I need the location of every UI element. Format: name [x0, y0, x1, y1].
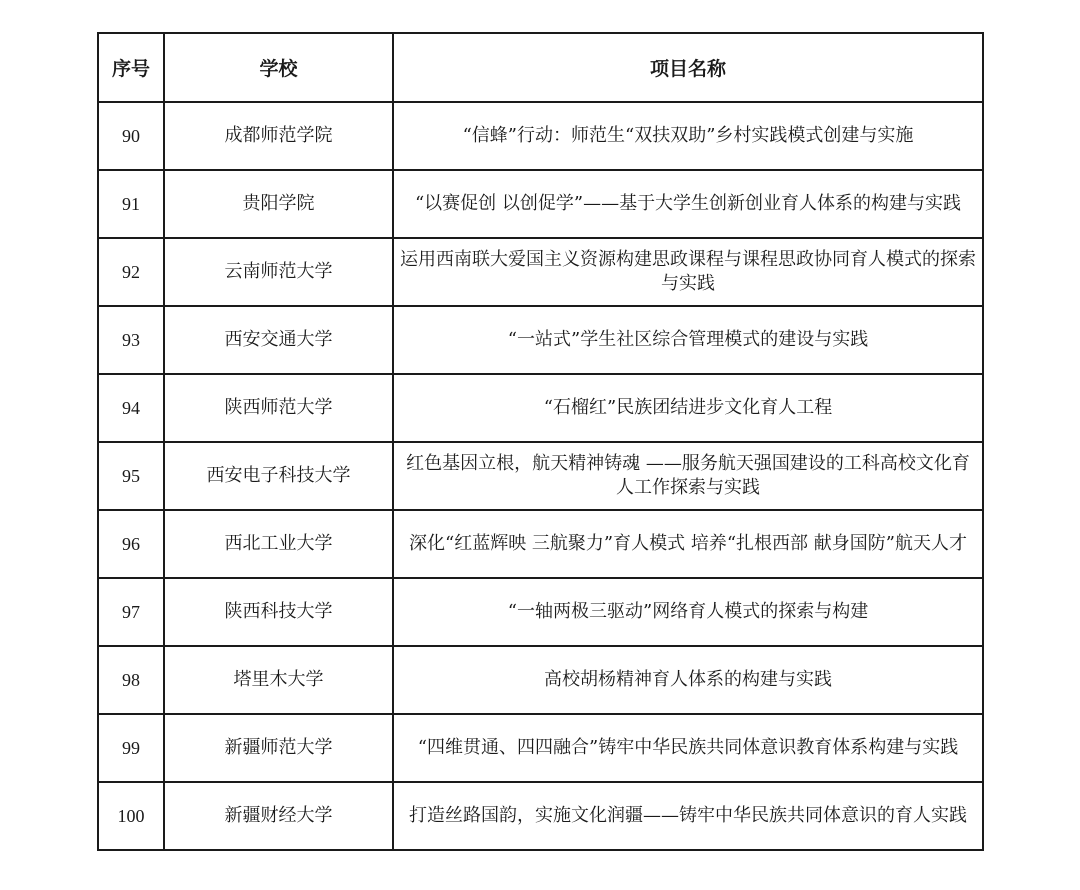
cell-index: 94 — [98, 374, 164, 442]
cell-project: 运用西南联大爱国主义资源构建思政课程与课程思政协同育人模式的探索与实践 — [393, 238, 983, 306]
table-row — [98, 714, 983, 782]
cell-project: 高校胡杨精神育人体系的构建与实践 — [393, 646, 983, 714]
table-row — [98, 782, 983, 850]
project-table — [97, 32, 984, 851]
cell-project: “一站式”学生社区综合管理模式的建设与实践 — [393, 306, 983, 374]
cell-school: 西安电子科技大学 — [164, 442, 393, 510]
cell-school: 陕西师范大学 — [164, 374, 393, 442]
table-row — [98, 646, 983, 714]
header-project: 项目名称 — [393, 33, 983, 102]
cell-index: 96 — [98, 510, 164, 578]
table-row — [98, 306, 983, 374]
cell-index: 99 — [98, 714, 164, 782]
cell-school: 贵阳学院 — [164, 170, 393, 238]
cell-index: 93 — [98, 306, 164, 374]
table-row — [98, 442, 983, 510]
cell-school: 陕西科技大学 — [164, 578, 393, 646]
header-school: 学校 — [164, 33, 393, 102]
table-header — [98, 33, 983, 102]
cell-index: 97 — [98, 578, 164, 646]
cell-project: “四维贯通、四四融合”铸牢中华民族共同体意识教育体系构建与实践 — [393, 714, 983, 782]
cell-project: “信蜂”行动：师范生“双扶双助”乡村实践模式创建与实施 — [393, 102, 983, 170]
table-row — [98, 510, 983, 578]
cell-index: 100 — [98, 782, 164, 850]
cell-index: 91 — [98, 170, 164, 238]
cell-project: 红色基因立根，航天精神铸魂 ——服务航天强国建设的工科高校文化育人工作探索与实践 — [393, 442, 983, 510]
header-index: 序号 — [98, 33, 164, 102]
cell-school: 成都师范学院 — [164, 102, 393, 170]
table-row — [98, 578, 983, 646]
cell-school: 西安交通大学 — [164, 306, 393, 374]
cell-index: 90 — [98, 102, 164, 170]
cell-index: 92 — [98, 238, 164, 306]
cell-school: 西北工业大学 — [164, 510, 393, 578]
table-row — [98, 238, 983, 306]
header-row — [98, 33, 983, 102]
cell-project: 深化“红蓝辉映 三航聚力”育人模式 培养“扎根西部 献身国防”航天人才 — [393, 510, 983, 578]
cell-school: 新疆师范大学 — [164, 714, 393, 782]
cell-project: “一轴两极三驱动”网络育人模式的探索与构建 — [393, 578, 983, 646]
cell-project: “石榴红”民族团结进步文化育人工程 — [393, 374, 983, 442]
table-row — [98, 170, 983, 238]
cell-school: 云南师范大学 — [164, 238, 393, 306]
table-row — [98, 374, 983, 442]
cell-project: “以赛促创 以创促学”——基于大学生创新创业育人体系的构建与实践 — [393, 170, 983, 238]
cell-index: 98 — [98, 646, 164, 714]
table-row — [98, 102, 983, 170]
cell-project: 打造丝路国韵，实施文化润疆——铸牢中华民族共同体意识的育人实践 — [393, 782, 983, 850]
table-body — [98, 102, 983, 850]
cell-school: 塔里木大学 — [164, 646, 393, 714]
project-table-container — [97, 32, 984, 851]
cell-school: 新疆财经大学 — [164, 782, 393, 850]
cell-index: 95 — [98, 442, 164, 510]
